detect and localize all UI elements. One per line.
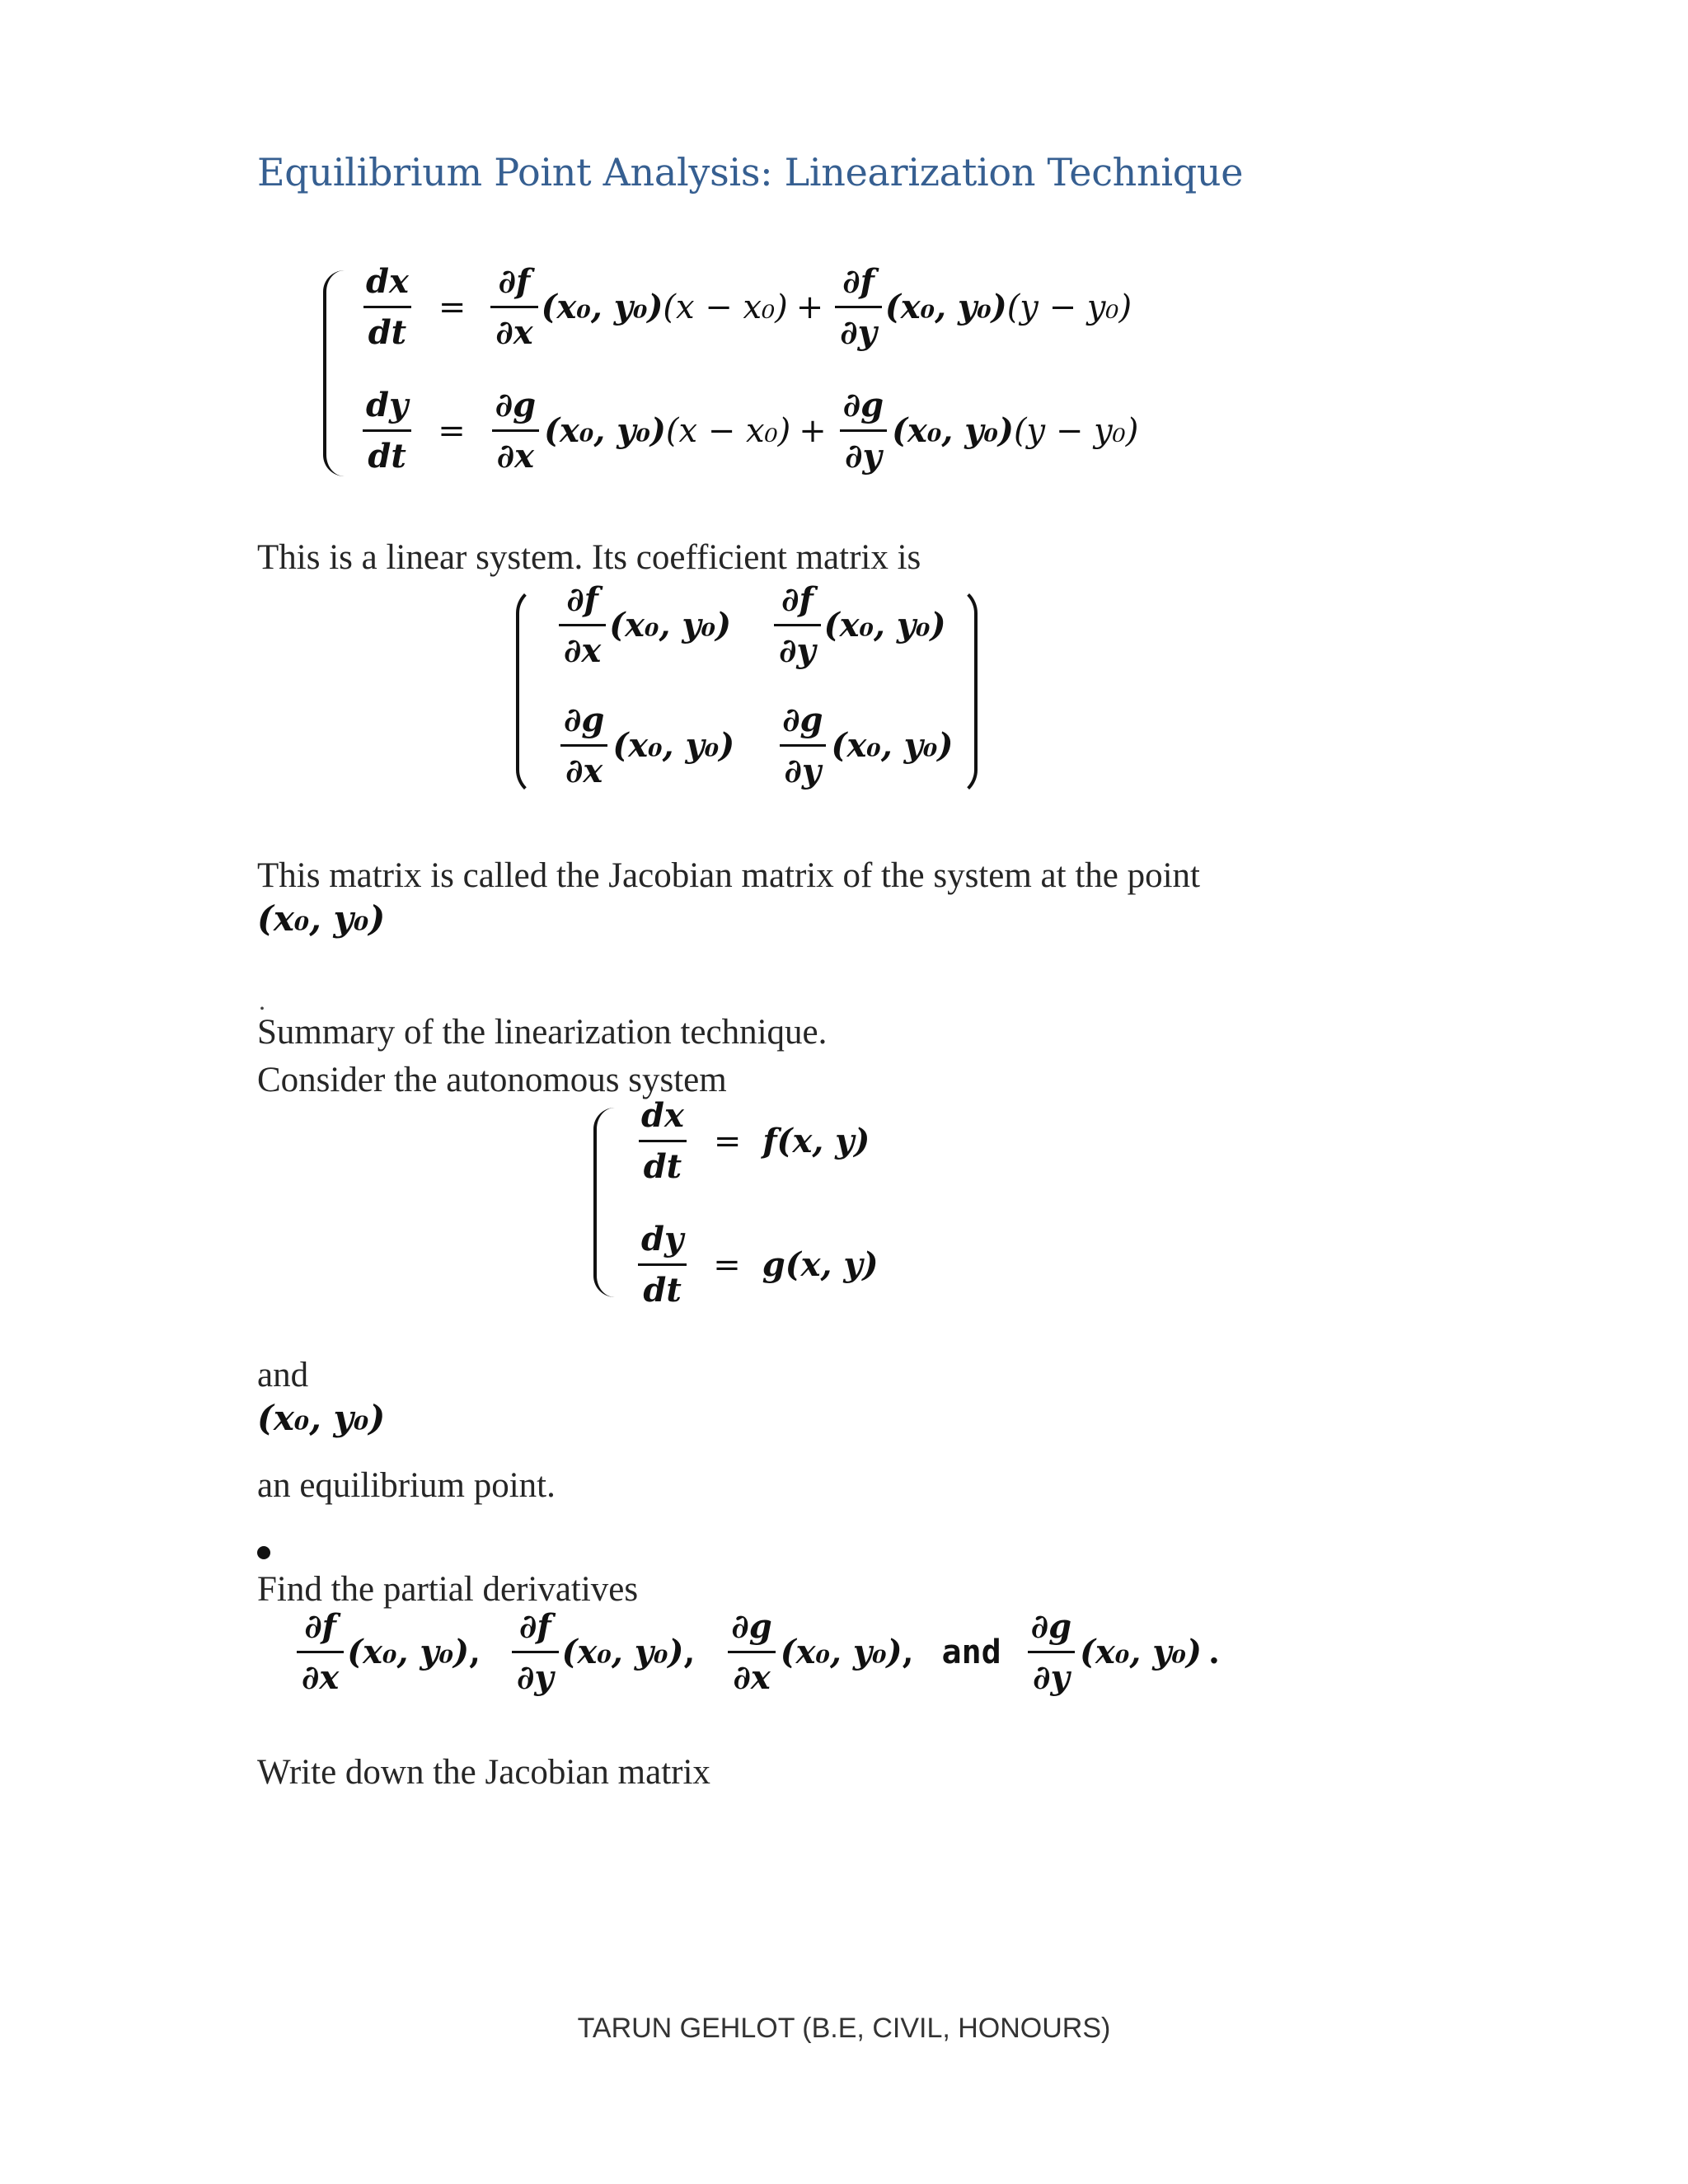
paragraph-and: and bbox=[257, 1356, 309, 1394]
autonomous-system bbox=[593, 1096, 923, 1310]
paragraph-linear-system: This is a linear system. Its coefficient matrix is bbox=[257, 538, 921, 577]
page-footer: TARUN GEHLOT (B.E, CIVIL, HONOURS) bbox=[577, 2013, 1111, 2044]
linearized-system bbox=[316, 262, 1174, 483]
paragraph-consider: Consider the autonomous system bbox=[257, 1061, 727, 1099]
paragraph-write-jacobian: Write down the Jacobian matrix bbox=[257, 1753, 710, 1792]
paragraph-summary: Summary of the linearization technique. bbox=[257, 1013, 828, 1052]
coefficient-matrix bbox=[516, 577, 978, 799]
matrix-row-1: $\frac{\partial f}{\partial x}$ (x₀, y₀) $\frac{\partial f}{\partial y}$ (x₀, y₀) bbox=[556, 580, 946, 670]
stray-period: . bbox=[259, 986, 265, 1015]
left-brace bbox=[323, 270, 349, 476]
matrix-right-paren bbox=[950, 585, 978, 798]
matrix-left-paren bbox=[516, 585, 544, 798]
page-title: Equilibrium Point Analysis: Linearization Technique bbox=[257, 150, 1244, 194]
matrix-row-2: $\frac{\partial g}{\partial x}$ (x₀, y₀) $\frac{\partial g}{\partial y}$ (x₀, y₀) bbox=[556, 701, 953, 790]
paragraph-jacobian-definition: This matrix is called the Jacobian matrix of the system at the point bbox=[257, 856, 1200, 895]
paragraph-find-partials: Find the partial derivatives bbox=[257, 1570, 639, 1609]
equation-dy-g: $\frac{dy}{dt}$ = g(x, y) bbox=[633, 1220, 879, 1310]
partial-derivatives-list: $\frac{\partial f}{\partial x}$ (x₀, y₀) , $\frac{\partial f}{\partial y}$ (x₀, y₀) , $\frac{\partial g}{\partial x}$ (x₀, y₀) , and $\frac{\partial g}{\partial y}$ (x₀, y₀) . bbox=[293, 1607, 1220, 1697]
equation-dx: $\frac{dx}{dt}$ = $\frac{\partial f}{\partial x}$ (x₀, y₀) (x − x₀) + $\frac{\partial f}{\partial y}$ (x₀, y₀) (y − y₀) bbox=[358, 262, 1132, 352]
point-x0-y0: (x₀, y₀) bbox=[257, 898, 386, 939]
equation-dy: $\frac{dy}{dt}$ = $\frac{\partial g}{\partial x}$ (x₀, y₀) (x − x₀) + $\frac{\partial g}{\partial y}$ (x₀, y₀) (y − y₀) bbox=[358, 386, 1138, 476]
equilibrium-point-label: (x₀, y₀) bbox=[257, 1398, 386, 1438]
equation-dx-f: $\frac{dx}{dt}$ = f(x, y) bbox=[633, 1096, 870, 1186]
autonomous-brace bbox=[593, 1108, 617, 1297]
bullet-icon bbox=[257, 1546, 270, 1559]
paragraph-equilibrium: an equilibrium point. bbox=[257, 1466, 556, 1505]
